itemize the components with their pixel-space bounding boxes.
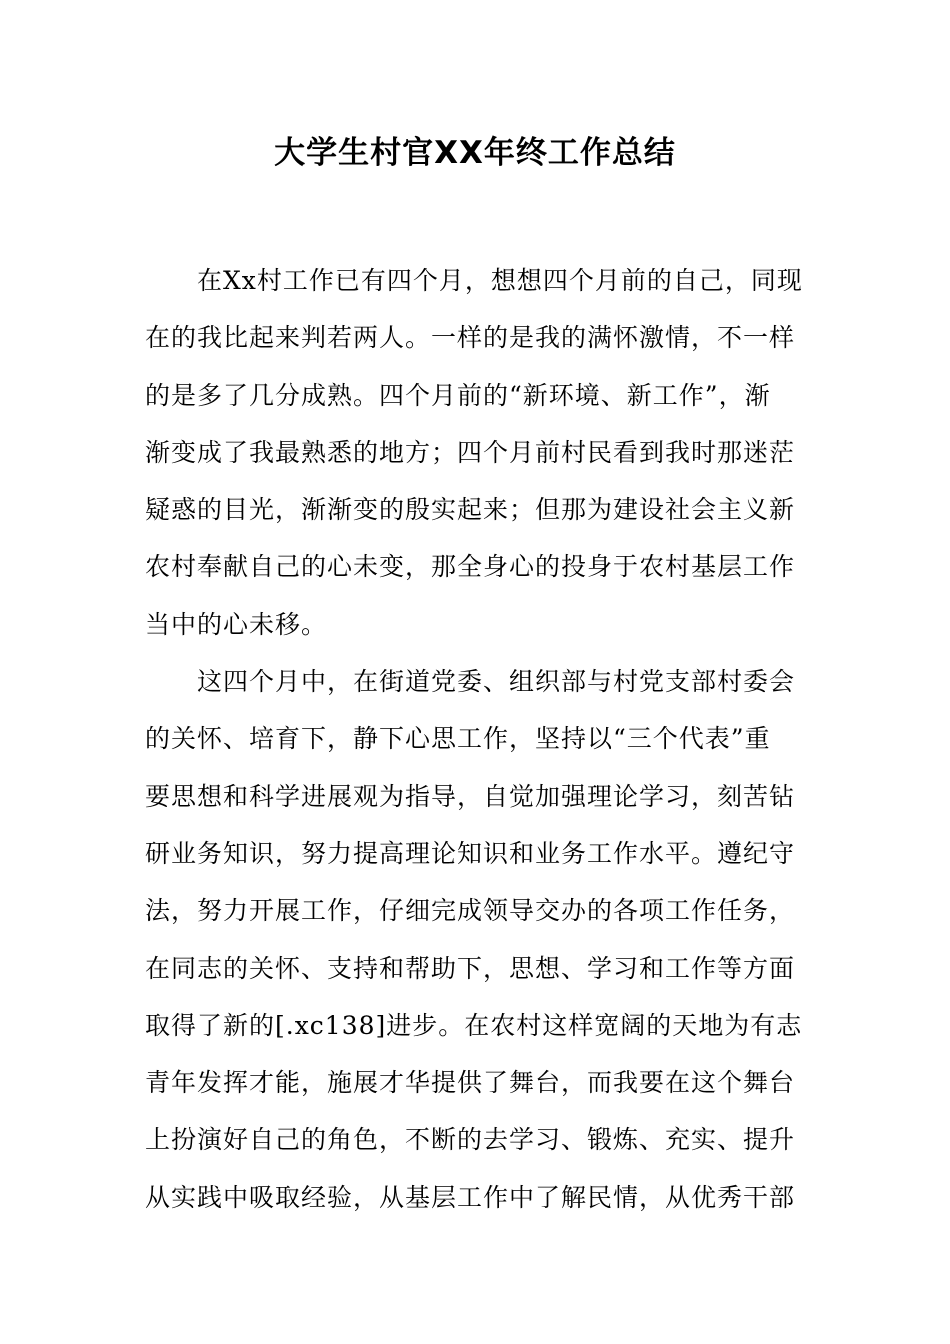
paragraph-line: 在Xx村工作已有四个月，想想四个月前的自己，同现	[197, 266, 803, 295]
paragraph-line: 要思想和科学进展观为指导，自觉加强理论学习，刻苦钻	[145, 781, 796, 811]
paragraph-line: 这四个月中，在街道党委、组织部与村党支部村委会	[197, 667, 796, 697]
paragraph-line: 法，努力开展工作，仔细完成领导交办的各项工作任务，	[145, 896, 796, 926]
paragraph-line: 的关怀、培育下，静下心思工作，坚持以“三个代表”重	[145, 724, 771, 754]
paragraph-line: 研业务知识，努力提高理论知识和业务工作水平。遵纪守	[145, 838, 796, 868]
paragraph-2	[145, 653, 807, 1226]
paragraph-line: 农村奉献自己的心未变，那全身心的投身于农村基层工作	[145, 552, 796, 582]
paragraph-line: 从实践中吸取经验，从基层工作中了解民情，从优秀干部	[145, 1182, 796, 1212]
document-title: 大学生村官XX年终工作总结	[274, 135, 676, 171]
paragraph-line: 当中的心未移。	[145, 609, 328, 639]
paragraph-line: 上扮演好自己的角色，不断的去学习、锻炼、充实、提升	[145, 1125, 796, 1155]
paragraph-line: 疑惑的目光，渐渐变的殷实起来；但那为建设社会主义新	[145, 495, 796, 525]
paragraph-line: 渐变成了我最熟悉的地方；四个月前村民看到我时那迷茫	[145, 437, 796, 467]
paragraph-line: 在的我比起来判若两人。一样的是我的满怀激情，不一样	[145, 323, 796, 353]
paragraph-line: 的是多了几分成熟。四个月前的“新环境、新工作”，渐	[145, 380, 771, 410]
paragraph-line: 青年发挥才能，施展才华提供了舞台，而我要在这个舞台	[145, 1068, 796, 1098]
paragraph-line: 在同志的关怀、支持和帮助下，思想、学习和工作等方面	[145, 953, 796, 983]
document-body	[145, 252, 807, 1226]
paragraph-1	[145, 252, 807, 653]
paragraph-line: 取得了新的[.xc138]进步。在农村这样宽阔的天地为有志	[145, 1010, 803, 1040]
